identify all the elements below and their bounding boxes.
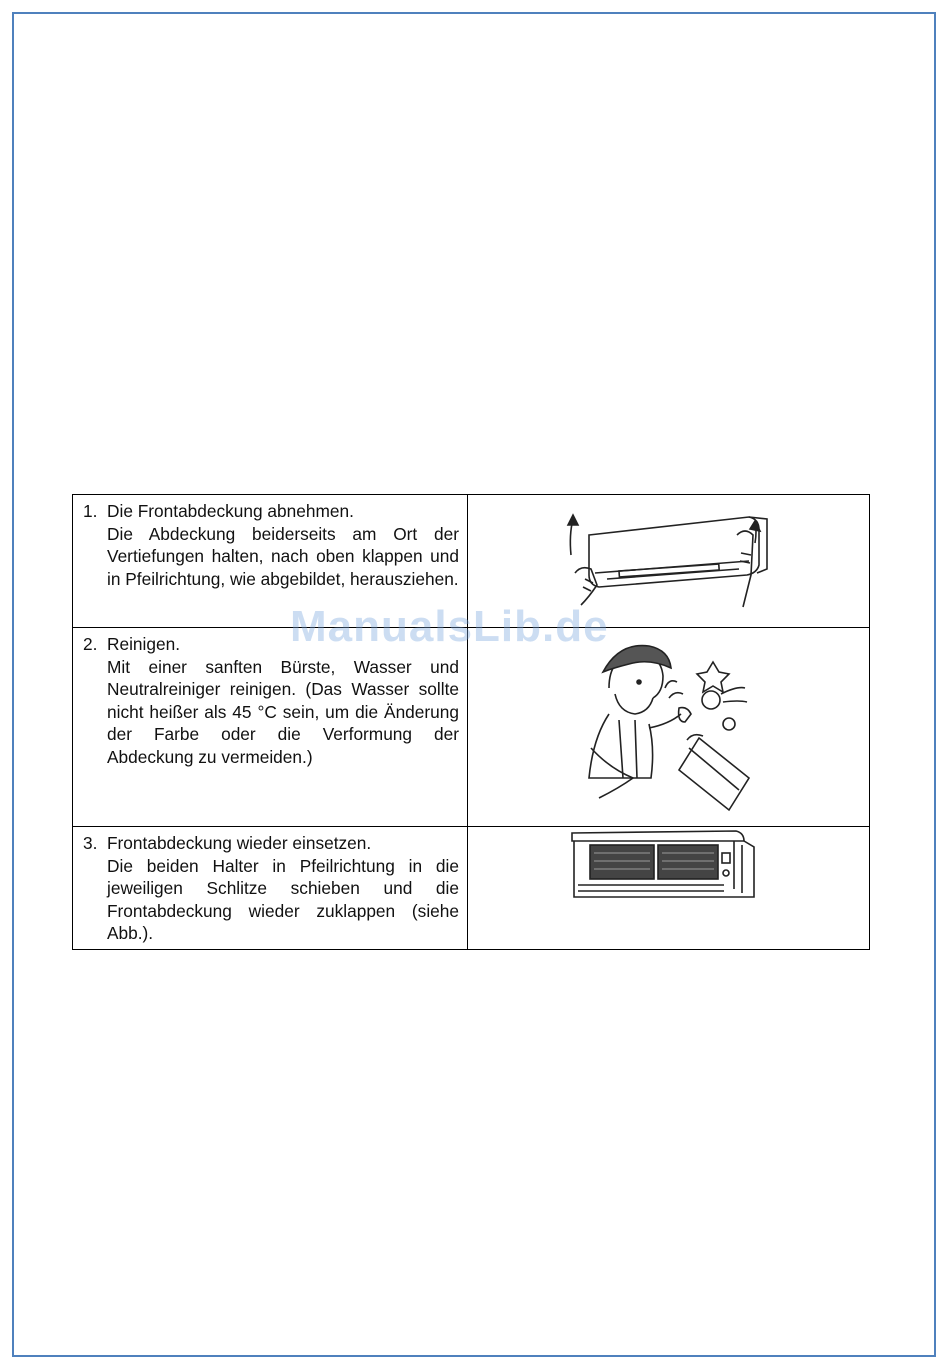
table-row	[73, 827, 870, 950]
step-number: 1.	[83, 501, 98, 521]
reinsert-front-cover-illustration	[564, 827, 774, 905]
remove-front-cover-illustration	[559, 495, 779, 615]
step-description: Mit einer sanften Bürste, Wasser und Neutralreiniger reinigen. (Das Wasser sollte nicht heißer als 45 °C sein, um die Änderung der Farbe oder die Verformung der Abdeckung zu vermeiden.)	[107, 656, 459, 767]
step-title: Die Frontabdeckung abnehmen.	[107, 501, 354, 521]
step-title: Frontabdeckung wieder einsetzen.	[107, 833, 372, 853]
cleaning-steps-table	[72, 494, 870, 950]
step-description: Die Abdeckung beiderseits am Ort der Vertiefungen halten, nach oben klappen und in Pfeilrichtung, wie abgebildet, herausziehen.	[107, 523, 459, 589]
step-title: Reinigen.	[107, 634, 181, 654]
step-3-text	[73, 827, 467, 945]
step-number: 3.	[83, 833, 98, 853]
step-1-text	[73, 495, 467, 590]
washing-cover-illustration	[579, 628, 759, 818]
step-description: Die beiden Halter in Pfeilrichtung in die jeweiligen Schlitze schieben und die Frontabdeckung wieder zuklappen (siehe Abb.).	[107, 855, 459, 944]
step-number: 2.	[83, 634, 98, 654]
watermark: ManualsLib.de	[290, 602, 609, 651]
table-row	[73, 628, 870, 827]
